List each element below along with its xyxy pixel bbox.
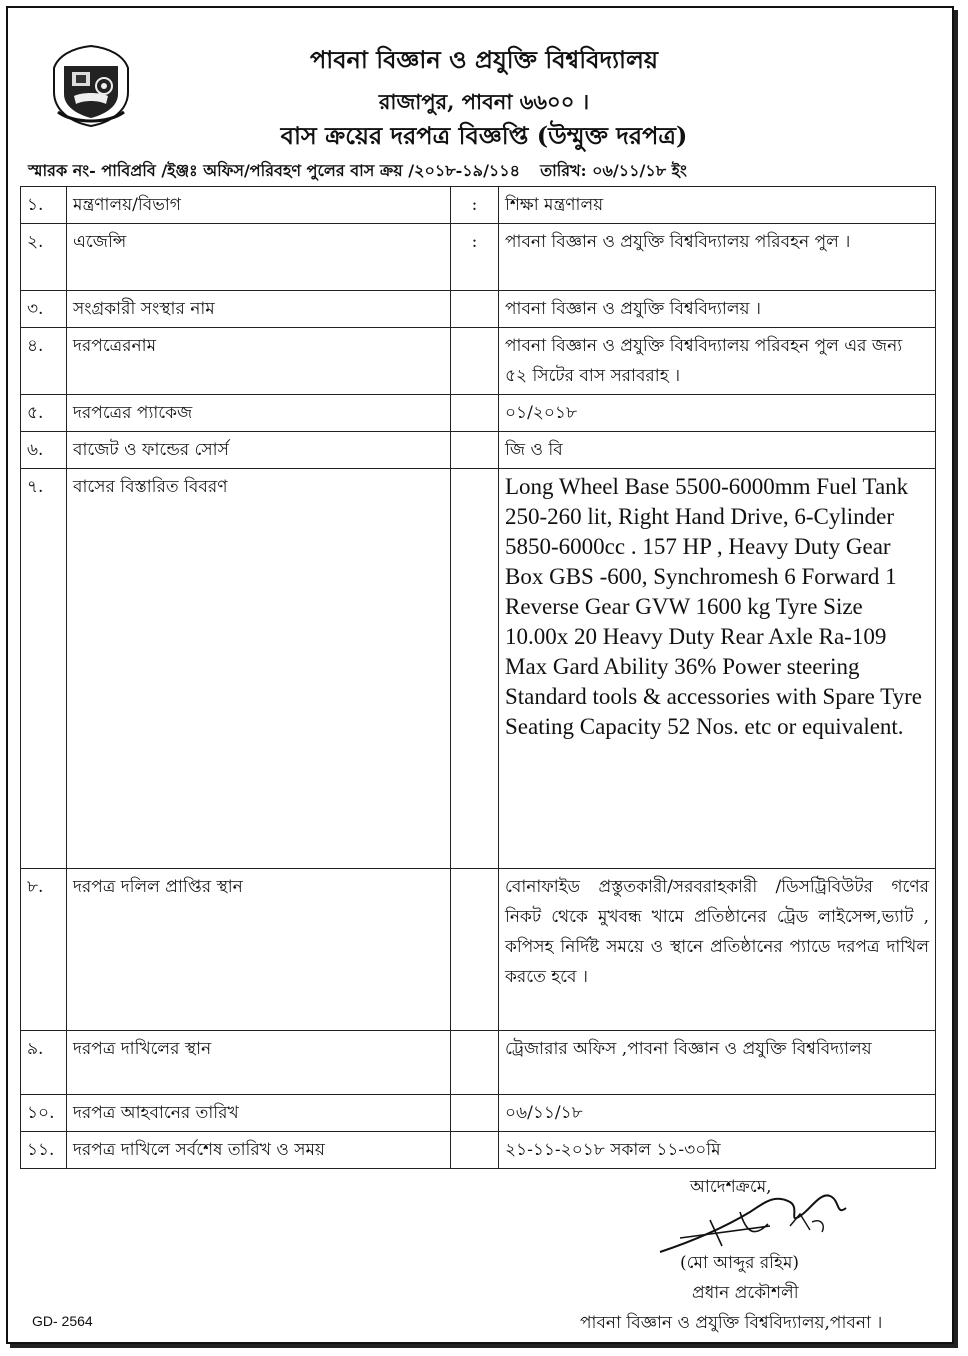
row-value: ০৬/১১/১৮ <box>499 1095 936 1132</box>
row-number: ৯. <box>21 1031 67 1095</box>
bus-specification: Long Wheel Base 5500-6000mm Fuel Tank 250-260 lit, Right Hand Drive, 6-Cylinder 5850-6000cc . 157 HP , Heavy Duty Gear Box GBS -600, Synchromesh 6 Forward 1 Reverse Gear GVW 1600 kg Tyre Size 10.00x 20 Heavy Duty Rear Axle Ra-109 Max Gard Ability 36% Power steering Standard tools & accessories with Spare Tyre Seating Capacity 52 Nos. etc or equivalent. <box>499 469 936 869</box>
row-number: ১. <box>21 187 67 224</box>
table-row <box>21 395 936 432</box>
signatory-name: (মো আব্দুর রহিম) <box>680 1253 800 1273</box>
table-row <box>21 187 936 224</box>
row-colon <box>451 1132 499 1169</box>
order-text: আদেশক্রমে, <box>690 1177 772 1197</box>
row-number: ১১. <box>21 1132 67 1169</box>
notice-title: বাস ক্রয়ের দরপত্র বিজ্ঞপ্তি (উম্মুক্ত দরপত্র) <box>280 121 688 150</box>
row-label: বাজেট ও ফান্ডের সোর্স <box>67 432 451 469</box>
row-label: দরপত্র আহবানের তারিখ <box>67 1095 451 1132</box>
row-number: ৮. <box>21 869 67 1031</box>
row-label: দরপত্রের প্যাকেজ <box>67 395 451 432</box>
row-number: ২. <box>21 224 67 291</box>
memo-line <box>28 158 948 185</box>
row-number: ৩. <box>21 291 67 328</box>
institution-address: রাজাপুর, পাবনা ৬৬০০ । <box>378 89 590 114</box>
memo-reference: স্মারক নং- পাবিপ্রবি /ইঞ্জঃ অফিস/পরিবহণ পুলের বাস ক্রয় /২০১৮-১৯/১১৪ <box>28 161 521 180</box>
row-number: ১০. <box>21 1095 67 1132</box>
row-colon <box>451 395 499 432</box>
row-value: পাবনা বিজ্ঞান ও প্রযুক্তি বিশ্ববিদ্যালয় পরিবহন পুল । <box>499 224 936 291</box>
row-value: জি ও বি <box>499 432 936 469</box>
row-label: দরপত্র দাখিলে সর্বশেষ তারিখ ও সময় <box>67 1132 451 1169</box>
row-value: ২১-১১-২০১৮ সকাল ১১-৩০মি <box>499 1132 936 1169</box>
row-colon <box>451 432 499 469</box>
row-colon <box>451 1031 499 1095</box>
row-label: সংগ্রকারী সংস্থার নাম <box>67 291 451 328</box>
table-row <box>21 1132 936 1169</box>
row-value: শিক্ষা মন্ত্রণালয় <box>499 187 936 224</box>
row-label: মন্ত্রণালয়/বিভাগ <box>67 187 451 224</box>
row-colon <box>451 469 499 869</box>
row-label: দরপত্র দাখিলের স্থান <box>67 1031 451 1095</box>
row-label: এজেন্সি <box>67 224 451 291</box>
signatory-institution: পাবনা বিজ্ঞান ও প্রযুক্তি বিশ্ববিদ্যালয়,পাবনা । <box>580 1313 883 1333</box>
row-value: পাবনা বিজ্ঞান ও প্রযুক্তি বিশ্ববিদ্যালয় । <box>499 291 936 328</box>
row-colon <box>451 1095 499 1132</box>
row-colon: : <box>451 187 499 224</box>
table-row <box>21 1031 936 1095</box>
institution-title: পাবনা বিজ্ঞান ও প্রযুক্তি বিশ্ববিদ্যালয় <box>309 45 659 74</box>
row-colon <box>451 869 499 1031</box>
row-value: ট্রেজারার অফিস ,পাবনা বিজ্ঞান ও প্রযুক্তি বিশ্ববিদ্যালয় <box>499 1031 936 1095</box>
row-colon: : <box>451 224 499 291</box>
row-number: ৬. <box>21 432 67 469</box>
table-row <box>21 1095 936 1132</box>
gd-number: GD- 2564 <box>32 1313 93 1329</box>
table-row <box>21 432 936 469</box>
tender-table <box>20 186 936 1169</box>
signatory-designation: প্রধান প্রকৌশলী <box>692 1283 799 1303</box>
row-label: দরপত্রেরনাম <box>67 328 451 395</box>
row-colon <box>451 291 499 328</box>
row-number: ৭. <box>21 469 67 869</box>
row-label: দরপত্র দলিল প্রাপ্তির স্থান <box>67 869 451 1031</box>
row-value: ০১/২০১৮ <box>499 395 936 432</box>
table-row <box>21 469 936 869</box>
row-value: পাবনা বিজ্ঞান ও প্রযুক্তি বিশ্ববিদ্যালয় পরিবহন পুল এর জন্য ৫২ সিটের বাস সরাবরাহ । <box>499 328 936 395</box>
row-number: ৪. <box>21 328 67 395</box>
table-row <box>21 224 936 291</box>
table-row <box>21 291 936 328</box>
table-row <box>21 328 936 395</box>
memo-date: তারিখ: ০৬/১১/১৮ ইং <box>540 161 687 180</box>
row-label: বাসের বিস্তারিত বিবরণ <box>67 469 451 869</box>
row-value: বোনাফাইড প্রস্তুতকারী/সরবরাহকারী /ডিসট্রিবিউটর গণের নিকট থেকে মুখবন্ধ খামে প্রতিষ্ঠানের ট্রেড লাইসেন্স,ভ্যাট , কপিসহ নির্দিষ্ট সময়ে ও স্থানে প্রতিষ্ঠানের প্যাডে দরপত্র দাখিল করতে হবে । <box>499 869 936 1031</box>
row-number: ৫. <box>21 395 67 432</box>
row-colon <box>451 328 499 395</box>
table-row <box>21 869 936 1031</box>
